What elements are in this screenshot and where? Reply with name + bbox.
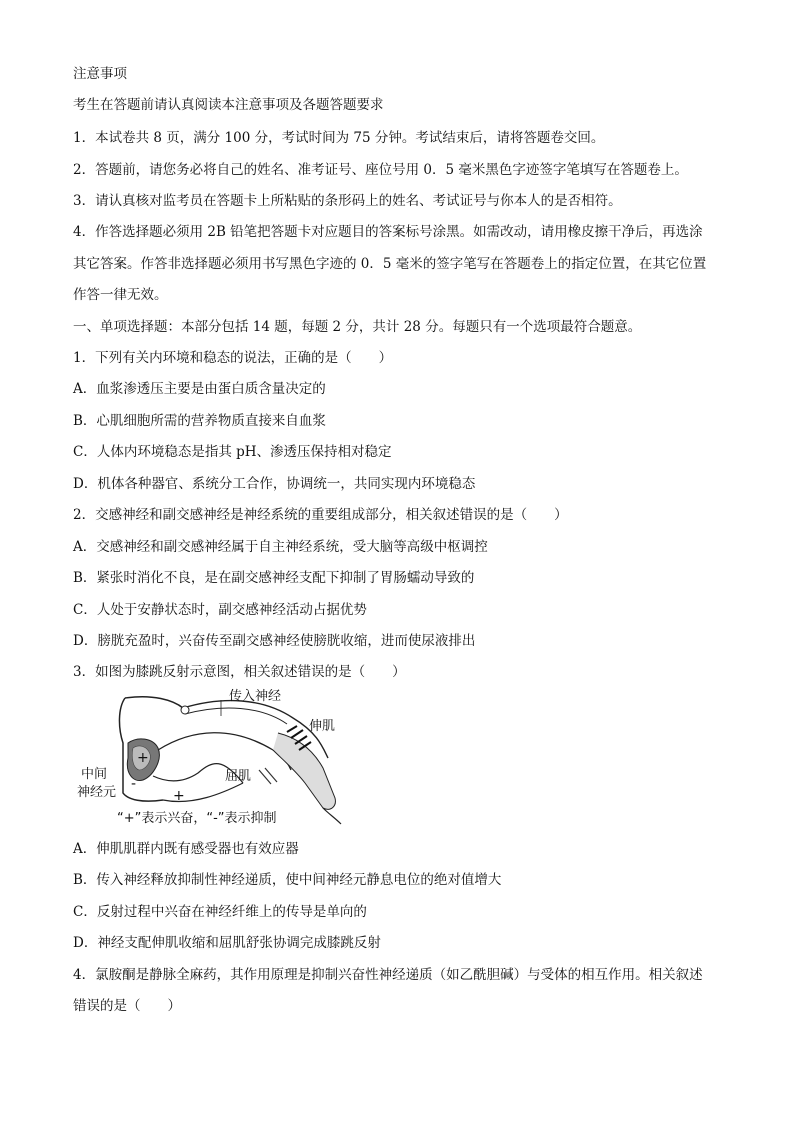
plus-sign-1: + bbox=[137, 750, 149, 766]
interneuron-label-2: 神经元 bbox=[77, 785, 117, 800]
question-3-option-b: B．传入神经释放抑制性神经递质，使中间神经元静息电位的绝对值增大 bbox=[73, 872, 502, 888]
question-2-option-b: B．紧张时消化不良，是在副交感神经支配下抑制了胃肠蠕动导致的 bbox=[73, 570, 475, 586]
question-2-option-a: A．交感神经和副交感神经属于自主神经系统，受大脑等高级中枢调控 bbox=[73, 539, 488, 555]
question-1-option-b: B．心肌细胞所需的营养物质直接来自血浆 bbox=[73, 413, 326, 429]
notice-item-4-end: 作答一律无效。 bbox=[73, 287, 168, 303]
notice-subtitle: 考生在答题前请认真阅读本注意事项及各题答题要求 bbox=[73, 97, 384, 113]
flexor-label: 屈肌 bbox=[225, 769, 252, 784]
notice-item-4: 4．作答选择题必须用 2B 铅笔把答题卡对应题目的答案标号涂黑。如需改动，请用橡皮擦干净后，再选涂 bbox=[73, 224, 703, 240]
question-1-option-a: A．血浆渗透压主要是由蛋白质含量决定的 bbox=[73, 381, 326, 397]
notice-title: 注意事项 bbox=[73, 66, 127, 82]
ganglion bbox=[181, 706, 189, 714]
notice-item-4-cont: 其它答案。作答非选择题必须用书写黑色字迹的 0．5 毫米的签字笔写在答题卷上的指定位置，在其它位置 bbox=[73, 256, 707, 272]
section-heading: 一、单项选择题：本部分包括 14 题，每题 2 分，共计 28 分。每题只有一个选项最符合题意。 bbox=[73, 319, 642, 335]
question-2-option-d: D．膀胱充盈时，兴奋传至副交感神经使膀胱收缩，进而使尿液排出 bbox=[73, 633, 476, 649]
question-4-stem-cont: 错误的是（ ） bbox=[73, 998, 181, 1014]
question-1-stem: 1．下列有关内环境和稳态的说法，正确的是（ ） bbox=[73, 350, 393, 366]
question-2-option-c: C．人处于安静状态时，副交感神经活动占据优势 bbox=[73, 602, 367, 618]
question-3-stem: 3．如图为膝跳反射示意图，相关叙述错误的是（ ） bbox=[73, 664, 406, 680]
efferent-nerve-extensor bbox=[158, 733, 291, 770]
notice-item-1: 1．本试卷共 8 页，满分 100 分，考试时间为 75 分钟。考试结束后，请将答题卷交回。 bbox=[73, 130, 605, 146]
afferent-label: 传入神经 bbox=[229, 689, 282, 704]
minus-sign: - bbox=[131, 776, 137, 792]
notice-item-3: 3．请认真核对监考员在答题卡上所粘贴的条形码上的姓名、考试证号与你本人的是否相符。 bbox=[73, 193, 622, 209]
afferent-nerve-inner bbox=[185, 708, 287, 724]
question-3-option-d: D．神经支配伸肌收缩和屈肌舒张协调完成膝跳反射 bbox=[73, 935, 381, 951]
plus-sign-2: + bbox=[173, 788, 185, 804]
question-1-option-c: C．人体内环境稳态是指其 pH、渗透压保持相对稳定 bbox=[73, 444, 392, 460]
figure-caption: “+”表示兴奋，“-”表示抑制 bbox=[117, 811, 277, 826]
question-3-option-a: A．伸肌肌群内既有感受器也有效应器 bbox=[73, 841, 299, 857]
extensor-label: 伸肌 bbox=[309, 719, 336, 734]
spinal-cord-top bbox=[125, 697, 183, 708]
interneuron-label-1: 中间 bbox=[81, 767, 108, 782]
question-2-stem: 2．交感神经和副交感神经是神经系统的重要组成部分，相关叙述错误的是（ ） bbox=[73, 507, 568, 523]
question-1-option-d: D．机体各种器官、系统分工合作，协调统一，共同实现内环境稳态 bbox=[73, 476, 476, 492]
question-3-option-c: C．反射过程中兴奋在神经纤维上的传导是单向的 bbox=[73, 904, 367, 920]
shin bbox=[323, 808, 341, 824]
thigh-muscle bbox=[273, 733, 335, 809]
notice-item-2: 2．答题前，请您务必将自己的姓名、准考证号、座位号用 0．5 毫米黑色字迹签字笔填写在答题卷上。 bbox=[73, 162, 688, 178]
flexor-muscle-fibers bbox=[259, 768, 277, 784]
question-4-stem: 4．氯胺酮是静脉全麻药，其作用原理是抑制兴奋性神经递质（如乙酰胆碱）与受体的相互作用。相关叙述 bbox=[73, 967, 703, 983]
knee-jerk-reflex-figure bbox=[73, 688, 373, 828]
